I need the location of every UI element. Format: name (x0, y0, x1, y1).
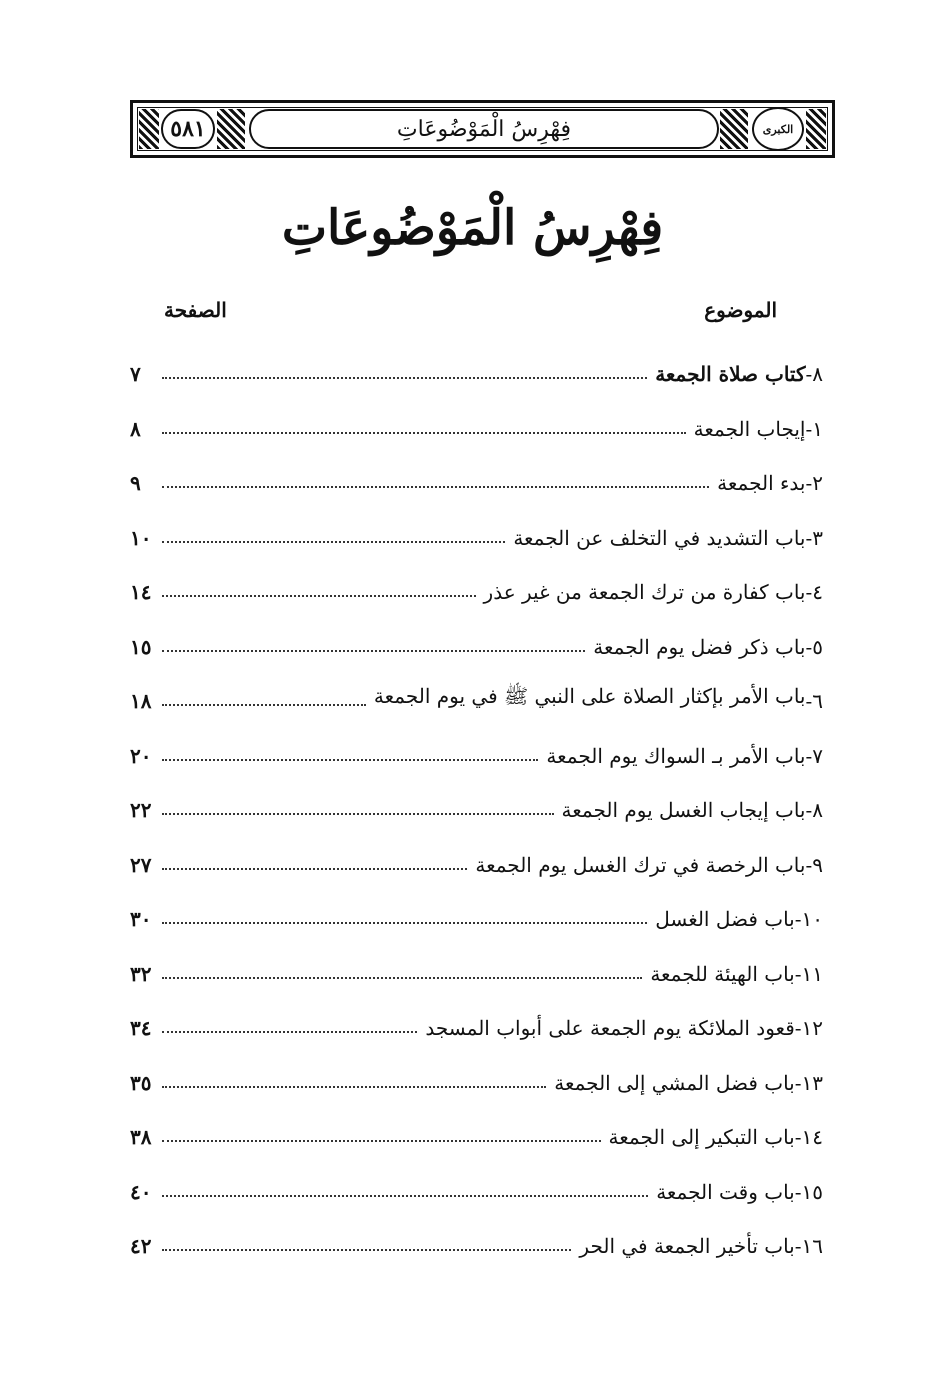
running-header (130, 100, 835, 158)
toc-entry (130, 786, 823, 822)
ornament-left-inner (217, 109, 245, 149)
entry-title: باب الأمر بإكثار الصلاة على النبي ﷺ في يوم الجمعة (373, 684, 806, 708)
entry-number: ١١- (794, 961, 823, 986)
entry-page: ٩ (130, 471, 141, 495)
toc-entry (130, 623, 823, 659)
entry-page: ٣٨ (130, 1125, 152, 1149)
entry-title: باب التشديد في التخلف عن الجمعة (513, 525, 806, 550)
toc-entry (130, 459, 823, 495)
header-page-number: ٥٨١ (161, 109, 215, 149)
toc-entry (130, 1168, 823, 1204)
ornament-right-inner (720, 109, 748, 149)
leader-dots (162, 541, 505, 543)
entry-page: ٧ (130, 362, 141, 386)
entry-title: باب ذكر فضل يوم الجمعة (593, 634, 806, 659)
leader-dots (162, 1086, 546, 1088)
entry-page: ٢٠ (130, 743, 152, 768)
entry-title: باب إيجاب الغسل يوم الجمعة (561, 798, 806, 822)
leader-dots (162, 813, 554, 815)
entry-title: باب فضل الغسل (655, 907, 795, 931)
entry-title: إيجاب الجمعة (693, 416, 806, 441)
entry-title: باب كفارة من ترك الجمعة من غير عذر (483, 580, 806, 604)
entry-title: باب وقت الجمعة (656, 1179, 795, 1204)
leader-dots (162, 704, 366, 706)
entry-page: ٤٢ (130, 1234, 152, 1258)
column-heading-page: الصفحة (164, 298, 227, 322)
toc-entry (130, 950, 823, 986)
entry-number: ٨- (805, 798, 823, 822)
entry-title: باب تأخير الجمعة في الحر (579, 1234, 795, 1258)
leader-dots (162, 759, 538, 761)
toc-entry (130, 1059, 823, 1095)
toc-entry (130, 732, 823, 768)
toc-entry (130, 568, 823, 604)
toc-entry (130, 405, 823, 441)
entry-number: ٥- (805, 634, 823, 659)
toc-entry (130, 677, 823, 713)
leader-dots (162, 1195, 648, 1197)
entry-title: بدء الجمعة (717, 471, 806, 495)
entry-title: كتاب صلاة الجمعة (655, 362, 806, 386)
entry-number: ١٢- (794, 1016, 823, 1040)
entry-number: ١٠- (794, 907, 823, 931)
entry-number: ٨- (805, 362, 823, 386)
toc-entry (130, 1222, 823, 1258)
entry-page: ٣٠ (130, 907, 152, 931)
leader-dots (162, 1249, 571, 1251)
entry-title: باب الرخصة في ترك الغسل يوم الجمعة (475, 852, 806, 877)
toc-entry (130, 895, 823, 931)
entry-number: ١٤- (794, 1125, 823, 1149)
entry-page: ٣٢ (130, 961, 152, 986)
entry-number: ٤- (805, 580, 823, 604)
seal-logo: الكبرى (752, 107, 804, 151)
entry-page: ٢٧ (130, 852, 152, 877)
entry-page: ٢٢ (130, 798, 152, 822)
toc-entry (130, 1004, 823, 1040)
entry-title: باب التبكير إلى الجمعة (608, 1125, 795, 1149)
entry-number: ١٥- (794, 1179, 823, 1204)
leader-dots (162, 432, 686, 434)
entry-page: ١٨ (130, 689, 152, 713)
entry-number: ١٦- (794, 1234, 823, 1258)
page-title: فِهْرِسُ الْمَوْضُوعَاتِ (281, 200, 664, 256)
leader-dots (162, 650, 585, 652)
leader-dots (162, 868, 467, 870)
toc-entry (130, 514, 823, 550)
header-title: فِهْرِسُ الْمَوْضُوعَاتِ (249, 109, 719, 149)
entry-number: ١٣- (794, 1070, 823, 1095)
leader-dots (162, 1140, 601, 1142)
entry-number: ٢- (805, 471, 823, 495)
toc-entry (130, 841, 823, 877)
leader-dots (162, 377, 647, 379)
entry-number: ١- (805, 416, 823, 441)
leader-dots (162, 1031, 417, 1033)
entry-number: ٩- (805, 852, 823, 877)
entry-page: ١٤ (130, 580, 152, 604)
toc-entry (130, 1113, 823, 1149)
entry-title: باب فضل المشي إلى الجمعة (554, 1070, 795, 1095)
leader-dots (162, 486, 709, 488)
entry-page: ٨ (130, 416, 141, 441)
entry-number: ٣- (805, 525, 823, 550)
leader-dots (162, 595, 476, 597)
toc-entry (130, 350, 823, 386)
ornament-left-outer (139, 109, 159, 149)
ornament-right-outer (806, 109, 826, 149)
leader-dots (162, 922, 647, 924)
entry-page: ١٥ (130, 634, 152, 659)
entry-page: ٣٥ (130, 1070, 152, 1095)
entry-title: باب الهيئة للجمعة (650, 961, 795, 986)
entry-title: باب الأمر بـ السواك يوم الجمعة (546, 743, 806, 768)
leader-dots (162, 977, 642, 979)
entry-number: ٧- (805, 743, 823, 768)
entry-page: ٤٠ (130, 1179, 152, 1204)
entry-title: قعود الملائكة يوم الجمعة على أبواب المسجد (425, 1016, 795, 1040)
entry-page: ٣٤ (130, 1016, 152, 1040)
entry-number: ٦- (805, 689, 823, 713)
column-heading-topic: الموضوع (704, 298, 777, 322)
entry-page: ١٠ (130, 525, 152, 550)
